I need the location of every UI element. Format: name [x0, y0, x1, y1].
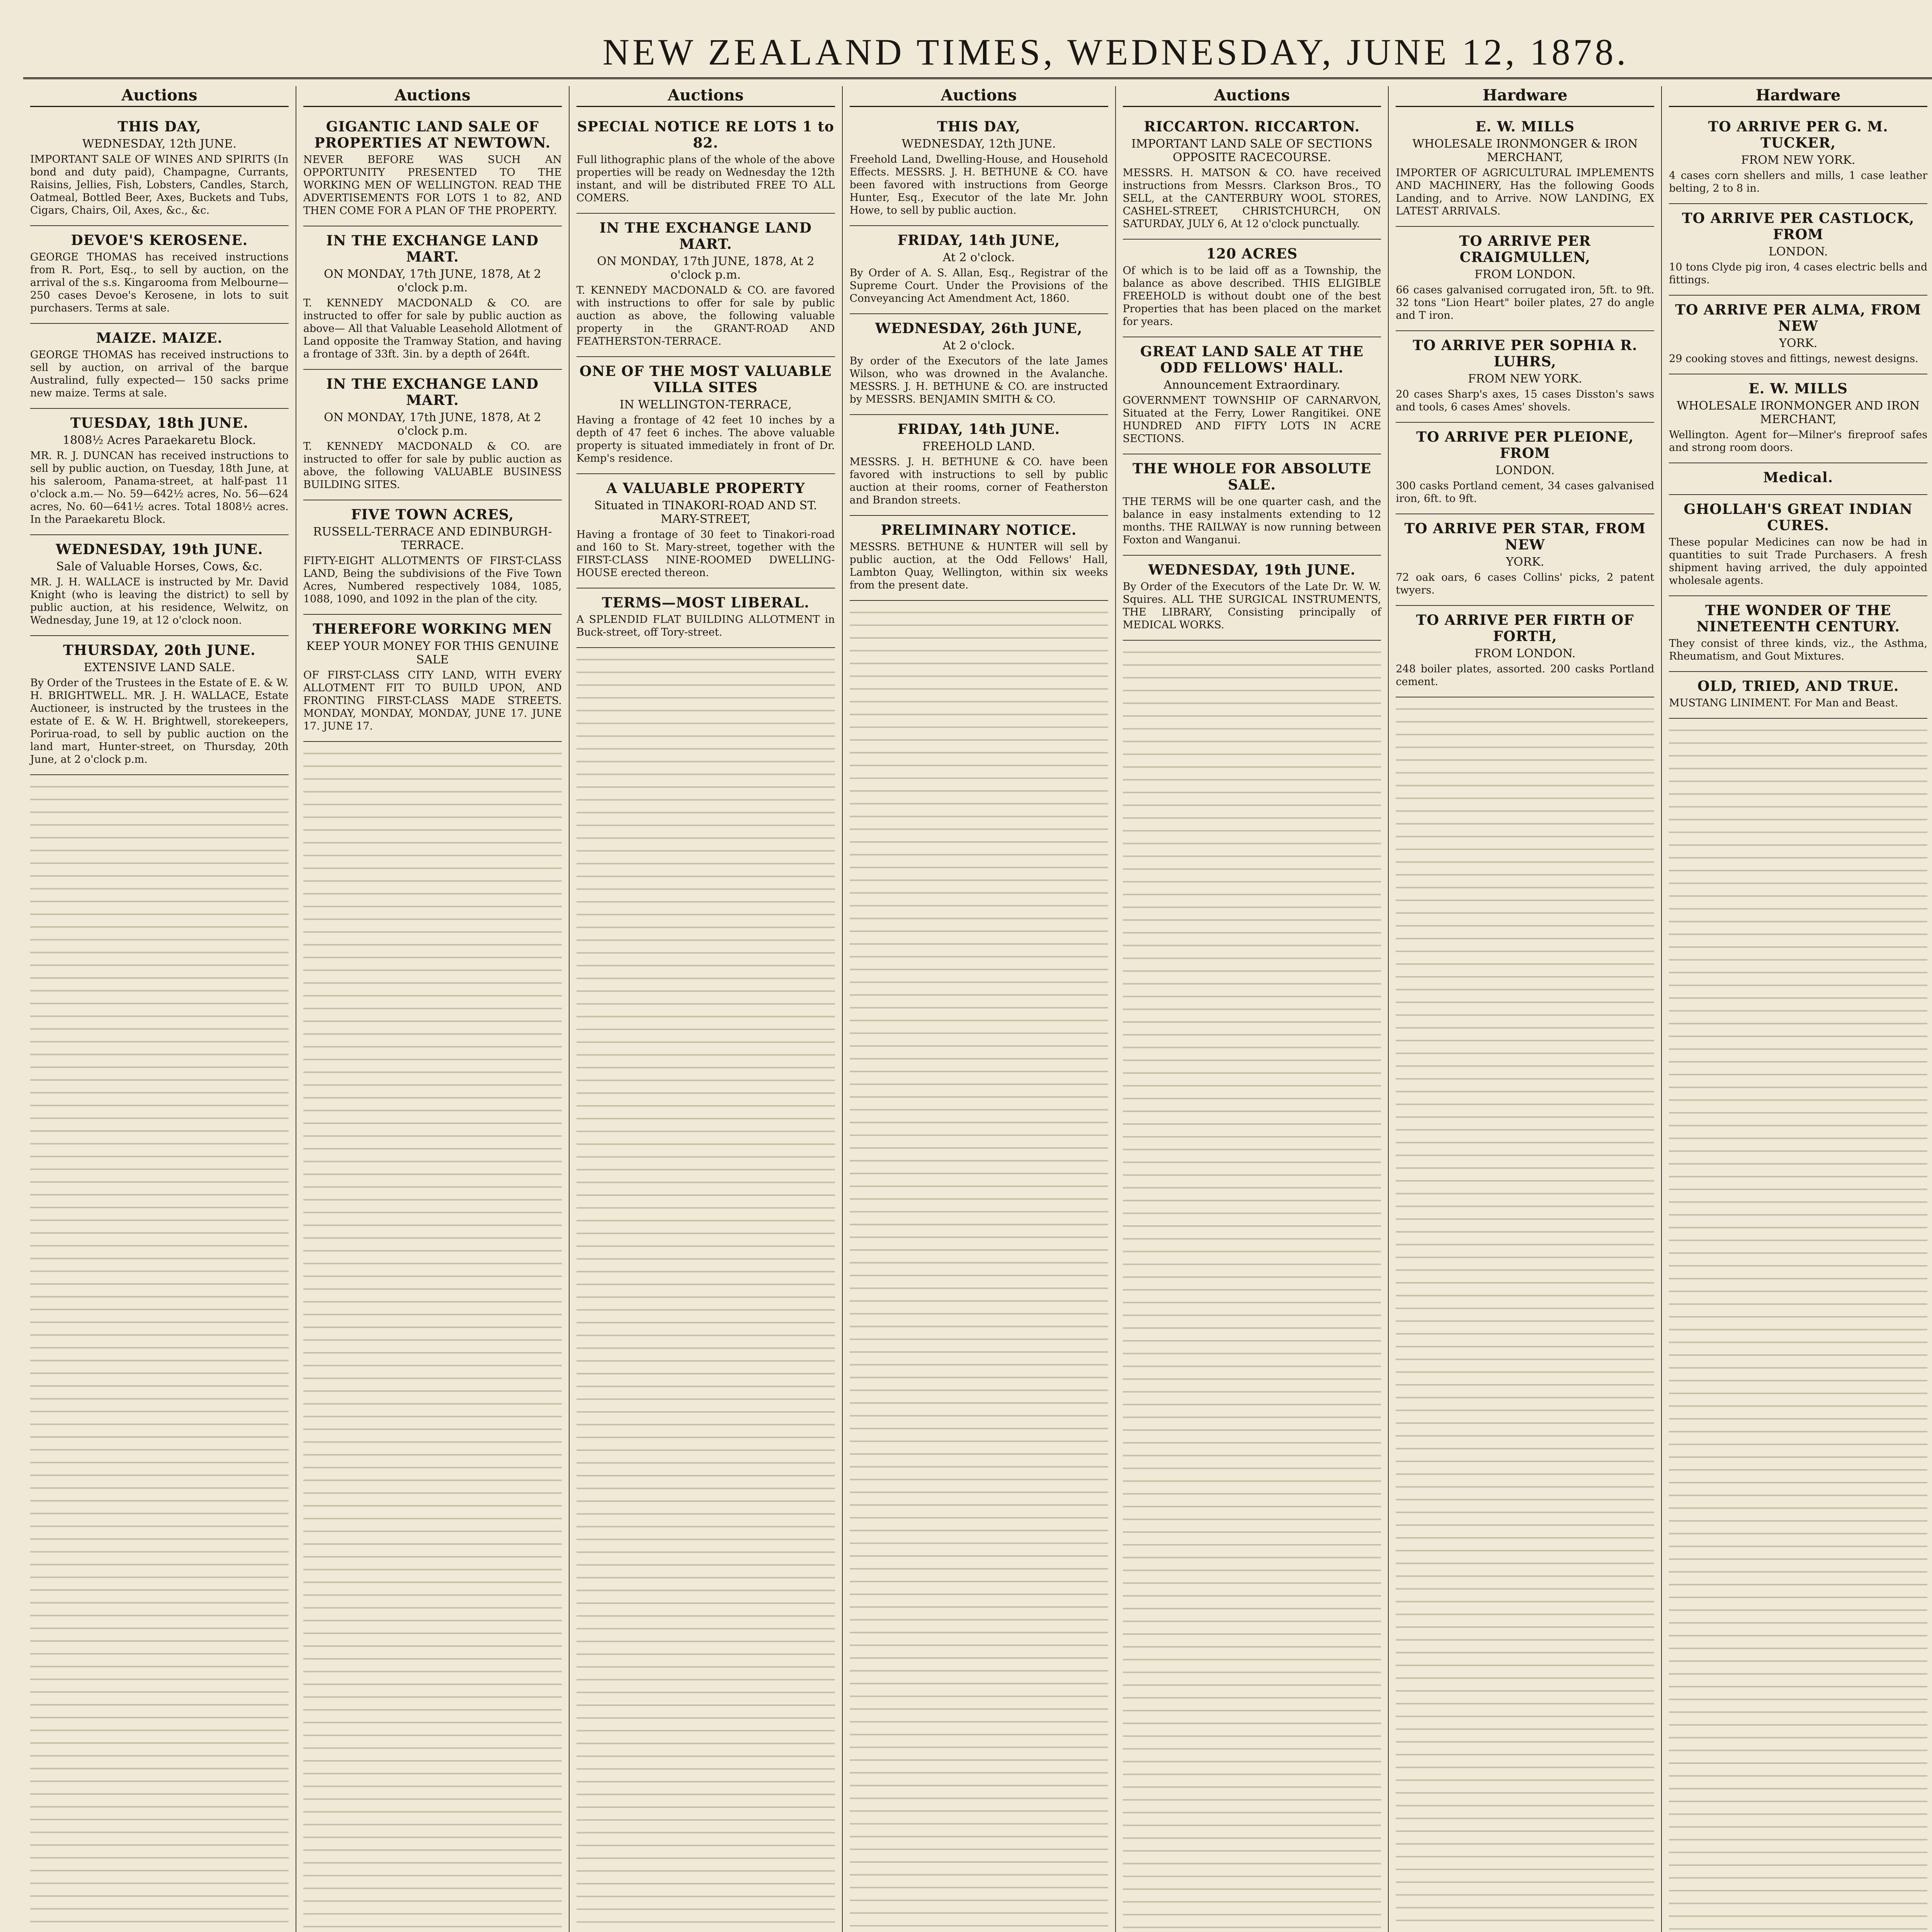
notice-title: OLD, TRIED, AND TRUE. — [1697, 678, 1899, 694]
notice-title: THEREFORE WORKING MEN — [313, 621, 553, 637]
notice — [1669, 495, 1927, 596]
notice-body: MR. R. J. DUNCAN has received instructions to sell by public auction, on Tuesday, 18th June, at his saleroom, Panama-street, at half-past 11 o'clock a.m.— No. 59—642½ acres, No. 56—624 acres, No. 60—641½ acres. Total 1808½ acres. In the Paraekaretu Block. — [30, 450, 289, 526]
notice-subtitle: ON MONDAY, 17th JUNE, 1878, At 2 o'clock p.m. — [324, 267, 541, 294]
notice — [1123, 454, 1381, 556]
notice-body: A SPLENDID FLAT BUILDING ALLOTMENT in Buck-street, off Tory-street. — [576, 614, 835, 638]
notice-subtitle: At 2 o'clock. — [942, 251, 1015, 264]
notice-title: FIVE TOWN ACRES, — [351, 507, 514, 523]
notice-body: T. KENNEDY MACDONALD & CO. are instructed to offer for sale by public auction as above, the following VALUABLE BUSINESS BUILDING SITES. — [303, 440, 562, 491]
notice-title: IN THE EXCHANGE LAND MART. — [599, 220, 812, 252]
notice-subtitle: WHOLESALE IRONMONGER AND IRON MERCHANT, — [1677, 399, 1920, 426]
notice — [303, 370, 562, 500]
column-heading: Hardware — [1396, 86, 1654, 107]
notice — [303, 500, 562, 615]
notice-body: GEORGE THOMAS has received instructions from R. Port, Esq., to sell by auction, on the arrival of the s.s. Kingarooma from Melbourne— 250 cases Devoe's Kerosene, in lots to suit purchasers. Terms at sale. — [30, 251, 289, 314]
notice — [1396, 227, 1654, 331]
notice-title: IN THE EXCHANGE LAND MART. — [326, 376, 539, 408]
notice-title: SPECIAL NOTICE RE LOTS 1 to 82. — [577, 119, 834, 151]
notice — [303, 112, 562, 226]
notice — [30, 112, 289, 226]
notice-title: WEDNESDAY, 26th JUNE, — [875, 320, 1083, 337]
notice-subtitle: KEEP YOUR MONEY FOR THIS GENUINE SALE — [306, 639, 559, 667]
notice-body: 72 oak oars, 6 cases Collins' picks, 2 patent twyers. — [1396, 571, 1655, 596]
notice-body: Of which is to be laid off as a Township, the balance as above described. THIS ELIGIBLE FREEHOLD is without doubt one of the best Properties that has been placed on the market for years. — [1122, 265, 1381, 328]
notice-subtitle: 1808½ Acres Paraekaretu Block. — [63, 434, 256, 447]
notice-body: By Order of the Executors of the Late Dr. W. W. Squires. ALL THE SURGICAL INSTRUMENTS, THE LIBRARY, Consisting principally of MEDICAL WORKS. — [1122, 581, 1381, 631]
notice-title: E. W. MILLS — [1475, 119, 1575, 135]
column-2 — [296, 86, 570, 1932]
column-4 — [843, 86, 1116, 1932]
notice-title: Medical. — [1763, 469, 1833, 486]
column-heading: Auctions — [577, 86, 835, 107]
notice — [1669, 204, 1927, 296]
notice-title: TO ARRIVE PER PLEIONE, FROM — [1416, 429, 1634, 461]
column-5 — [1116, 86, 1389, 1932]
notice — [1669, 463, 1927, 495]
notice — [1669, 672, 1927, 719]
notice-title: E. W. MILLS — [1748, 381, 1848, 397]
notice — [1669, 296, 1927, 374]
notice-subtitle: FROM LONDON. — [1475, 268, 1576, 281]
notice-subtitle: EXTENSIVE LAND SALE. — [83, 661, 235, 674]
notice-body: Having a frontage of 30 feet to Tinakori-road and 160 to St. Mary-street, together with the FIRST-CLASS NINE-ROOMED DWELLING-HOUSE erected thereon. — [576, 529, 835, 579]
notice — [1669, 596, 1927, 672]
notice-subtitle: Announcement Extraordinary. — [1163, 378, 1340, 392]
notice-title: TO ARRIVE PER SOPHIA R. LUHRS, — [1413, 337, 1638, 370]
notice-body: Full lithographic plans of the whole of the above properties will be ready on Wednesday the 12th instant, and will be distributed FREE TO ALL COMERS. — [576, 154, 835, 204]
notice-title: TO ARRIVE PER G. M. TUCKER, — [1708, 119, 1888, 151]
continued-small-print — [1396, 701, 1654, 1932]
notice-title: RICCARTON. RICCARTON. — [1144, 119, 1360, 135]
notice-title: GREAT LAND SALE AT THE ODD FELLOWS' HALL. — [1140, 344, 1364, 376]
notice — [1123, 112, 1381, 240]
notice — [30, 324, 289, 409]
notice-body: 20 cases Sharp's axes, 15 cases Disston's saws and tools, 6 cases Ames' shovels. — [1396, 388, 1655, 413]
notice — [850, 226, 1108, 314]
notice-body: By Order of the Trustees in the Estate of E. & W. H. BRIGHTWELL. MR. J. H. WALLACE, Estate Auctioneer, is instructed by the trustees in the estate of E. & W. H. Brightwell, storekeepers, Porirua-road, to sell by public auction on the land mart, Hunter-street, on Thursday, 20th June, at 2 o'clock p.m. — [30, 677, 289, 765]
notice-title: ONE OF THE MOST VALUABLE VILLA SITES — [579, 363, 832, 396]
notice — [577, 588, 835, 648]
notice-subtitle: FROM NEW YORK. — [1741, 153, 1855, 167]
notice-body: MESSRS. J. H. BETHUNE & CO. have been favored with instructions to sell by public auction at their rooms, corner of Featherston and Brandon streets. — [849, 456, 1108, 506]
notice-body: They consist of three kinds, viz., the Asthma, Rheumatism, and Gout Mixtures. — [1669, 638, 1928, 662]
notice-body: Freehold Land, Dwelling-House, and Household Effects. MESSRS. J. H. BETHUNE & CO. have been favored with instructions from George Hunter, Esq., Executor of the late Mr. John Howe, to sell by public auction. — [849, 153, 1108, 216]
notice-body: MESSRS. H. MATSON & CO. have received instructions from Messrs. Clarkson Bros., TO SELL, at the CANTERBURY WOOL STORES, CASHEL-STREET, CHRISTCHURCH, ON SATURDAY, JULY 6, At 12 o'clock punctually. — [1122, 167, 1381, 230]
notice-title: GIGANTIC LAND SALE OF PROPERTIES AT NEWTOWN. — [314, 119, 551, 151]
notice-title: TO ARRIVE PER FIRTH OF FORTH, — [1416, 612, 1634, 645]
notice — [303, 615, 562, 742]
notice — [1669, 112, 1927, 204]
notice-body: By order of the Executors of the late James Wilson, who was drowned in the Avalanche. MESSRS. J. H. BETHUNE & CO. are instructed by MESSRS. BENJAMIN SMITH & CO. — [849, 355, 1108, 405]
column-heading: Hardware — [1669, 86, 1927, 107]
notice — [577, 474, 835, 588]
notice — [577, 357, 835, 474]
notice — [1396, 514, 1654, 606]
notice — [1123, 337, 1381, 454]
notice — [30, 636, 289, 775]
notice-title: THURSDAY, 20th JUNE. — [63, 642, 256, 658]
notice-body: T. KENNEDY MACDONALD & CO. are instructed to offer for sale by public auction as above— All that Valuable Leasehold Allotment of Land opposite the Tramway Station, and having a frontage of 33ft. 3in. by a depth of 264ft. — [303, 297, 562, 360]
notice-subtitle: WHOLESALE IRONMONGER & IRON MERCHANT, — [1412, 137, 1638, 164]
notice-body: By Order of A. S. Allan, Esq., Registrar of the Supreme Court. Under the Provisions of the Conveyancing Act Amendment Act, 1860. — [849, 267, 1108, 304]
notice — [577, 214, 835, 357]
notice-title: THIS DAY, — [937, 119, 1021, 135]
notice-subtitle: At 2 o'clock. — [942, 339, 1015, 352]
notice-body: MR. J. H. WALLACE is instructed by Mr. David Knight (who is leaving the district) to sell by public auction, at his residence, Welwitz, on Wednesday, June 19, at 12 o'clock noon. — [30, 576, 289, 626]
notice-subtitle: YORK. — [1506, 555, 1544, 569]
notice — [1396, 606, 1654, 697]
continued-small-print — [577, 652, 835, 1932]
notice-subtitle: ON MONDAY, 17th JUNE, 1878, At 2 o'clock p.m. — [324, 411, 541, 438]
notice — [850, 314, 1108, 415]
notice-title: WEDNESDAY, 19th JUNE. — [1148, 562, 1356, 578]
masthead: NEW ZEALAND TIMES, WEDNESDAY, JUNE 12, 1878. — [23, 27, 1932, 79]
notice-body: 4 cases corn shellers and mills, 1 case leather belting, 2 to 8 in. — [1669, 170, 1928, 194]
notice-subtitle: WEDNESDAY, 12th JUNE. — [901, 137, 1056, 151]
notice-title: IN THE EXCHANGE LAND MART. — [326, 233, 539, 265]
notice-body: 248 boiler plates, assorted. 200 casks Portland cement. — [1396, 663, 1655, 688]
notice-title: TO ARRIVE PER STAR, FROM NEW — [1404, 520, 1646, 553]
column-3 — [570, 86, 843, 1932]
notice-body: FIFTY-EIGHT ALLOTMENTS OF FIRST-CLASS LAND, Being the subdivisions of the Five Town Acres, Numbered respectively 1084, 1085, 1088, 1090, and 1092 in the plan of the city. — [303, 555, 562, 605]
notice — [1396, 423, 1654, 514]
continued-small-print — [303, 746, 562, 1932]
notice-title: DEVOE'S KEROSENE. — [71, 232, 248, 248]
notice-title: FRIDAY, 14th JUNE. — [897, 421, 1060, 437]
continued-small-print — [30, 779, 289, 1932]
notice — [1396, 112, 1654, 227]
notice-title: MAIZE. MAIZE. — [96, 330, 223, 346]
column-7 — [1662, 86, 1932, 1932]
notice — [850, 415, 1108, 516]
notice — [850, 516, 1108, 601]
notice-subtitle: FREEHOLD LAND. — [922, 440, 1035, 453]
notice-body: Wellington. Agent for—Milner's fireproof safes and strong room doors. — [1669, 429, 1928, 454]
notice-body: 66 cases galvanised corrugated iron, 5ft. to 9ft. 32 tons "Lion Heart" boiler plates, 27 do angle and T iron. — [1396, 284, 1655, 321]
notice-subtitle: FROM NEW YORK. — [1468, 372, 1582, 386]
notice-body: Having a frontage of 42 feet 10 inches by a depth of 47 feet 6 inches. The above valuable property is situated immediately in front of Dr. Kemp's residence. — [576, 414, 835, 464]
notice-subtitle: YORK. — [1779, 337, 1818, 350]
notice-subtitle: RUSSELL-TERRACE AND EDINBURGH-TERRACE. — [313, 525, 552, 552]
column-heading: Auctions — [303, 86, 562, 107]
notice-body: IMPORTANT SALE OF WINES AND SPIRITS (In bond and duty paid), Champagne, Currants, Raisins, Jellies, Fish, Lobsters, Candles, Starch, Oatmeal, Bottled Beer, Axes, Buckets and Tubs, Cigars, Chairs, Oil, Axes, &c., &c. — [30, 153, 289, 216]
notice — [303, 226, 562, 370]
column-heading: Auctions — [1123, 86, 1381, 107]
notice — [1123, 556, 1381, 641]
notice-title: WEDNESDAY, 19th JUNE. — [56, 541, 263, 558]
notice-body: THE TERMS will be one quarter cash, and the balance in easy instalments extending to 12 months. THE RAILWAY is now running between Foxton and Wanganui. — [1122, 496, 1381, 546]
notice-title: FRIDAY, 14th JUNE, — [897, 232, 1060, 248]
notice-subtitle: WEDNESDAY, 12th JUNE. — [82, 137, 236, 151]
notice-subtitle: Situated in TINAKORI-ROAD AND ST. MARY-STREET, — [594, 499, 817, 526]
column-heading: Auctions — [850, 86, 1108, 107]
column-6 — [1389, 86, 1662, 1932]
notice-body: NEVER BEFORE WAS SUCH AN OPPORTUNITY PRESENTED TO THE WORKING MEN OF WELLINGTON. READ THE ADVERTISEMENTS FOR LOTS 1 to 82, AND THEN COME FOR A PLAN OF THE PROPERTY. — [303, 154, 562, 217]
notice — [30, 226, 289, 324]
notice-title: TO ARRIVE PER CRAIGMULLEN, — [1459, 233, 1591, 265]
notice-title: THIS DAY, — [117, 119, 201, 135]
notice — [850, 112, 1108, 226]
notice-title: A VALUABLE PROPERTY — [606, 480, 805, 497]
continued-small-print — [850, 605, 1108, 1932]
notice-subtitle: LONDON. — [1495, 464, 1555, 477]
notice-title: GHOLLAH'S GREAT INDIAN CURES. — [1684, 501, 1913, 534]
continued-small-print — [1669, 723, 1927, 1932]
notice-body: GEORGE THOMAS has received instructions to sell by auction, on arrival of the barque Australind, fully expected— 150 sacks prime new maize. Terms at sale. — [30, 349, 289, 399]
notice-subtitle: IN WELLINGTON-TERRACE, — [619, 398, 792, 412]
notice-title: 120 ACRES — [1206, 246, 1298, 262]
notice-body: T. KENNEDY MACDONALD & CO. are favored with instructions to offer for sale by public auction as above, the following valuable property in the GRANT-ROAD AND FEATHERSTON-TERRACE. — [576, 284, 835, 347]
column-heading: Auctions — [30, 86, 289, 107]
notice-body: MESSRS. BETHUNE & HUNTER will sell by public auction, at the Odd Fellows' Hall, Lambton Quay, Wellington, within six weeks from the present date. — [849, 541, 1108, 591]
column-1 — [23, 86, 296, 1932]
notice — [1123, 240, 1381, 337]
notice — [30, 535, 289, 636]
notice-title: PRELIMINARY NOTICE. — [881, 522, 1077, 538]
notice-title: TUESDAY, 18th JUNE. — [70, 415, 248, 431]
notice-subtitle: ON MONDAY, 17th JUNE, 1878, At 2 o'clock p.m. — [597, 255, 815, 282]
notice-subtitle: FROM LONDON. — [1475, 647, 1576, 660]
notice — [1396, 331, 1654, 423]
notice-title: TO ARRIVE PER CASTLOCK, FROM — [1682, 210, 1915, 243]
notice-body: GOVERNMENT TOWNSHIP OF CARNARVON, Situated at the Ferry, Lower Rangitikei. ONE HUNDRED AND FIFTY LOTS IN ACRE SECTIONS. — [1122, 395, 1381, 445]
notice-body: OF FIRST-CLASS CITY LAND, WITH EVERY ALLOTMENT FIT TO BUILD UPON, AND FRONTING FIRST-CLASS MADE STREETS. MONDAY, MONDAY, MONDAY, JUNE 17. JUNE 17. JUNE 17. — [303, 669, 562, 732]
notice-body: 29 cooking stoves and fittings, newest designs. — [1669, 353, 1918, 365]
notice — [1669, 374, 1927, 463]
notice — [577, 112, 835, 214]
notice-subtitle: LONDON. — [1769, 245, 1828, 259]
notice-title: THE WHOLE FOR ABSOLUTE SALE. — [1132, 461, 1371, 493]
notice — [30, 409, 289, 535]
notice-body: These popular Medicines can now be had in quantities to suit Trade Purchasers. A fresh shipment having arrived, the duly appointed wholesale agents. — [1669, 536, 1928, 587]
notice-body: MUSTANG LINIMENT. For Man and Beast. — [1669, 697, 1898, 709]
continued-small-print — [1123, 645, 1381, 1932]
notice-title: TO ARRIVE PER ALMA, FROM NEW — [1675, 302, 1922, 334]
notice-body: IMPORTER OF AGRICULTURAL IMPLEMENTS AND MACHINERY, Has the following Goods Landing, and to Arrive. NOW LANDING, EX LATEST ARRIVALS. — [1396, 167, 1655, 217]
notice-title: THE WONDER OF THE NINETEENTH CENTURY. — [1696, 602, 1900, 635]
columns-grid — [23, 86, 1932, 1932]
notice-subtitle: IMPORTANT LAND SALE OF SECTIONS OPPOSITE RACECOURSE. — [1131, 137, 1372, 164]
notice-body: 300 casks Portland cement, 34 cases galvanised iron, 6ft. to 9ft. — [1396, 480, 1655, 505]
notice-subtitle: Sale of Valuable Horses, Cows, &c. — [56, 560, 263, 573]
notice-body: 10 tons Clyde pig iron, 4 cases electric bells and fittings. — [1669, 261, 1928, 286]
notice-title: TERMS—MOST LIBERAL. — [602, 595, 810, 611]
